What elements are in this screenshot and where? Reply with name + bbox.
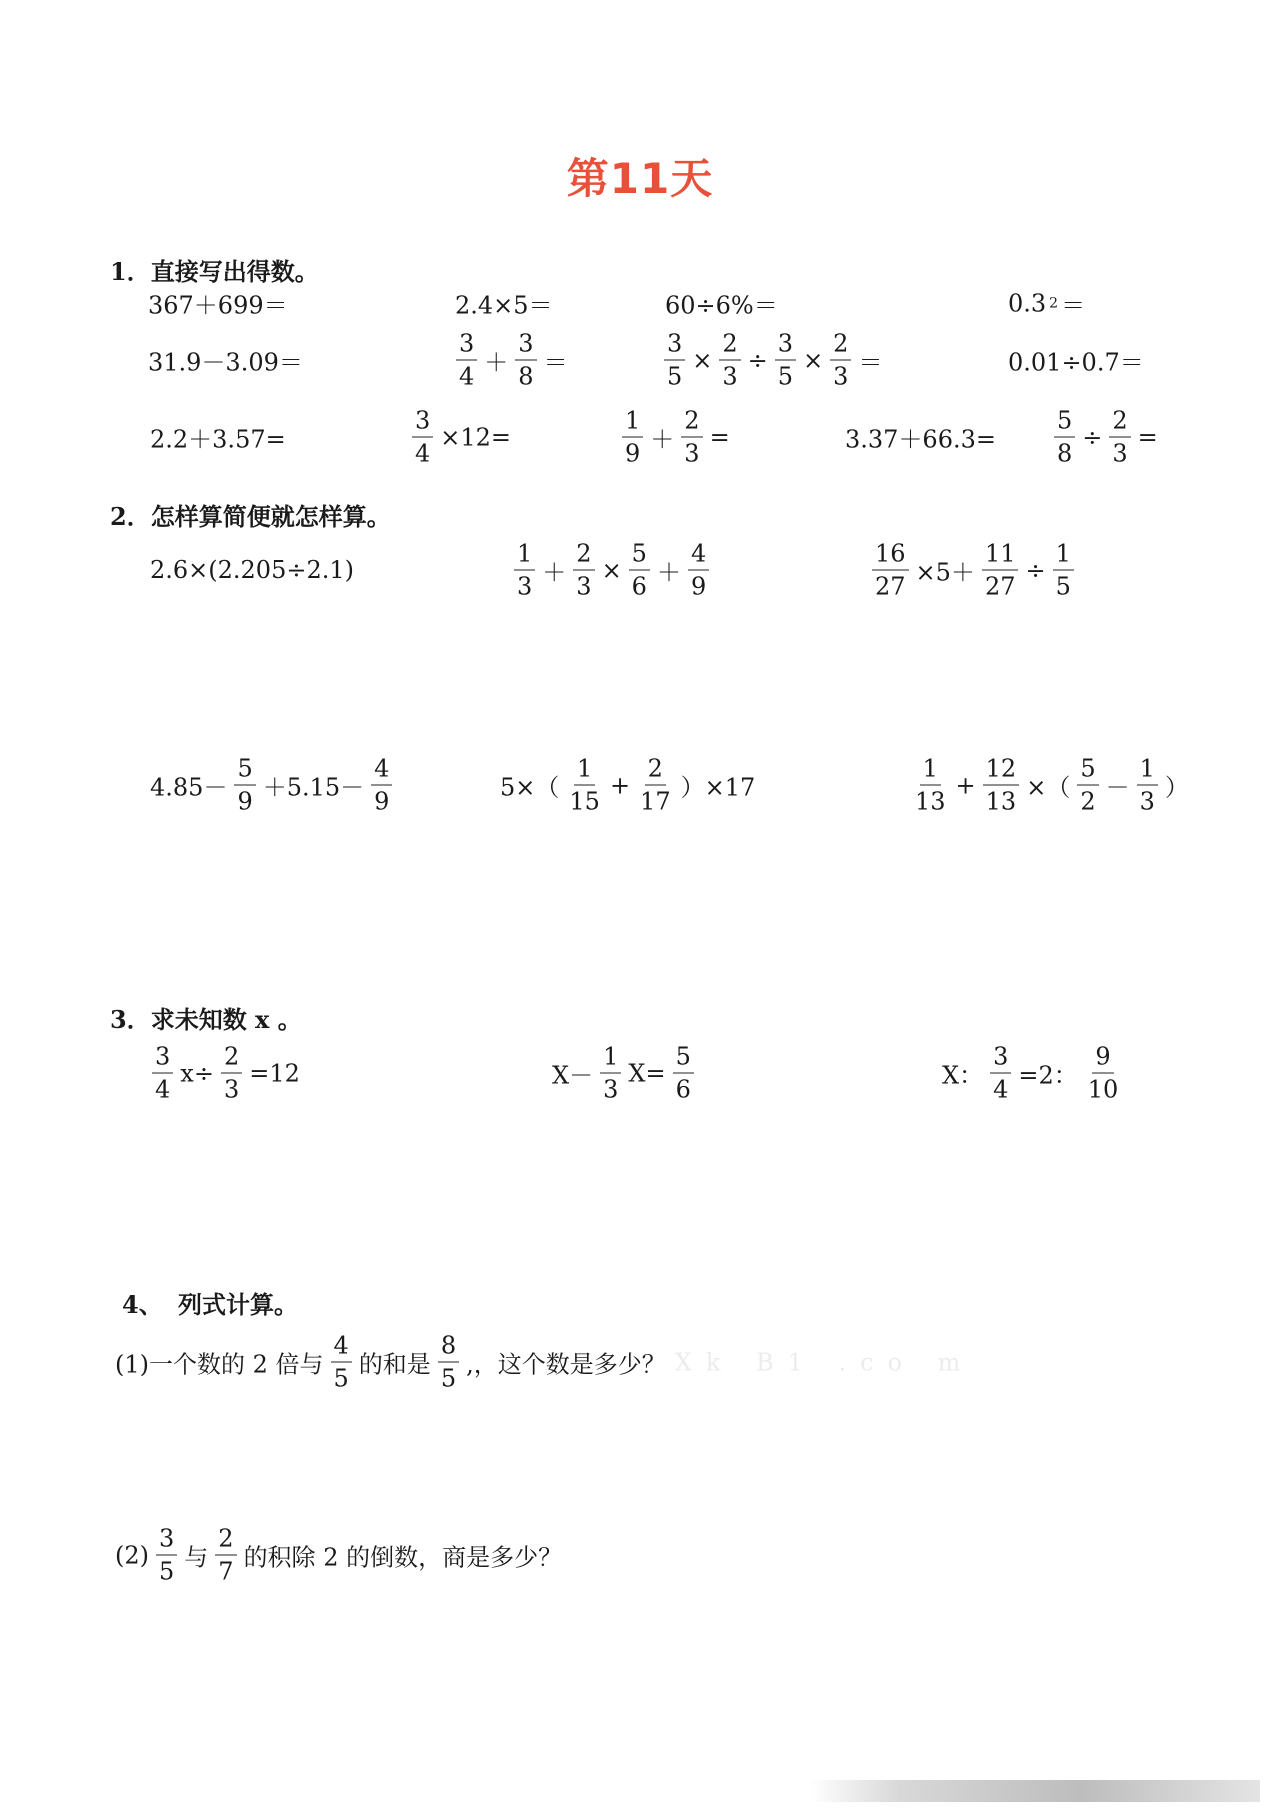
section-4-heading: 列式计算。	[178, 1290, 298, 1319]
fraction	[1053, 539, 1074, 601]
expression-text: ＋	[484, 348, 509, 377]
expression-text: ×12=	[440, 423, 512, 451]
section-2-heading: 2．怎样算简便就怎样算。	[110, 502, 391, 531]
expression	[115, 1524, 563, 1586]
fraction-denominator: 4	[155, 1075, 171, 1104]
expression-text: 2.4×5＝	[455, 291, 553, 320]
fraction	[775, 329, 796, 391]
fraction-numerator: 1	[600, 1045, 621, 1074]
fraction	[990, 1042, 1011, 1104]
fraction-numerator: 4	[688, 542, 709, 571]
expression-text: ＋	[656, 558, 681, 587]
expression-text: ÷	[747, 346, 768, 374]
fraction	[573, 539, 594, 601]
fraction-denominator: 15	[569, 787, 600, 816]
fraction-denominator: 3	[603, 1075, 619, 1104]
fraction-numerator: 1	[920, 757, 941, 786]
expression-text: =	[1137, 423, 1158, 451]
question-text: 的和是	[358, 1350, 431, 1379]
fraction-denominator: 8	[1057, 439, 1073, 468]
expression	[660, 329, 883, 391]
expression	[500, 754, 756, 816]
fraction	[215, 1524, 236, 1586]
expression	[552, 1042, 698, 1104]
expression	[942, 1042, 1125, 1104]
fraction	[514, 539, 535, 601]
fraction	[156, 1524, 177, 1586]
expression-text: 0.3	[1008, 289, 1047, 317]
fraction	[912, 754, 949, 816]
expression	[148, 1042, 300, 1104]
fraction-numerator: 16	[872, 542, 909, 571]
question-text: 与	[184, 1543, 209, 1572]
expression	[115, 1331, 975, 1393]
fraction-numerator: 9	[1092, 1045, 1113, 1074]
fraction-denominator: 6	[631, 572, 647, 601]
fraction-numerator: 2	[573, 542, 594, 571]
fraction	[664, 329, 685, 391]
expression-text: ×	[601, 556, 622, 584]
fraction	[830, 329, 851, 391]
expression-text: ×	[803, 346, 824, 374]
fraction	[719, 329, 740, 391]
fraction	[234, 754, 255, 816]
expression-text: X－	[552, 1061, 594, 1090]
fraction-denominator: 8	[518, 362, 534, 391]
expression-text: +	[955, 771, 976, 799]
expression	[148, 286, 288, 321]
fraction	[412, 406, 433, 468]
fraction-denominator: 4	[459, 362, 475, 391]
expression-text: ×5＋	[915, 558, 975, 587]
expression	[665, 286, 778, 321]
expression	[845, 420, 996, 455]
question-text: 的积除 2 的倒数，商是多少？	[243, 1543, 563, 1572]
fraction-numerator: 1	[514, 542, 535, 571]
expression-text: =	[709, 423, 730, 451]
fraction-denominator: 17	[640, 787, 671, 816]
fraction	[983, 754, 1020, 816]
expression	[868, 539, 1078, 601]
fraction-numerator: 3	[456, 332, 477, 361]
section-3-heading: 3．求未知数 x 。	[110, 1005, 302, 1034]
fraction	[688, 539, 709, 601]
exponent: 2	[1049, 295, 1059, 311]
expression-text: ×（	[1026, 773, 1071, 802]
fraction-numerator: 3	[990, 1045, 1011, 1074]
fraction	[637, 754, 674, 816]
question-text: (1)一个数的 2 倍与	[115, 1350, 324, 1379]
fraction	[331, 1331, 352, 1393]
fraction-denominator: 13	[915, 787, 946, 816]
fraction-denominator: 4	[993, 1075, 1009, 1104]
fraction-denominator: 5	[1055, 572, 1071, 601]
expression	[408, 406, 512, 468]
fraction-denominator: 13	[985, 787, 1017, 816]
fraction	[456, 329, 477, 391]
expression-text: ＝	[1061, 291, 1086, 320]
fraction	[371, 754, 392, 816]
expression-text: x÷	[180, 1059, 214, 1087]
fraction	[629, 539, 650, 601]
fraction-numerator: 5	[629, 542, 650, 571]
fraction-numerator: 4	[331, 1334, 352, 1363]
expression	[455, 286, 553, 321]
fraction-denominator: 5	[440, 1364, 457, 1393]
expression-text: ）×17	[680, 773, 756, 802]
fraction-numerator: 4	[371, 757, 392, 786]
fraction-numerator: 2	[221, 1045, 242, 1074]
fraction	[681, 406, 702, 468]
fraction-denominator: 9	[374, 787, 390, 816]
fraction-denominator: 9	[625, 439, 641, 468]
expression-text: ＝	[543, 348, 568, 377]
expression	[1050, 406, 1158, 468]
expression	[1008, 286, 1085, 321]
fraction-denominator: 9	[690, 572, 707, 601]
expression	[150, 556, 354, 584]
fraction-numerator: 1	[574, 757, 595, 786]
expression-text: ）	[1164, 773, 1189, 802]
fraction	[438, 1331, 459, 1393]
expression	[148, 343, 303, 378]
fraction-numerator: 5	[1077, 757, 1098, 786]
fraction-numerator: 2	[719, 332, 740, 361]
expression-text: ＋	[542, 558, 567, 587]
expression-text: 3.37＋66.3=	[845, 425, 996, 454]
expression-text: －	[1105, 773, 1130, 802]
fraction	[982, 539, 1019, 601]
expression	[150, 754, 396, 816]
fraction-denominator: 27	[875, 572, 906, 601]
expression-text: X=	[628, 1059, 666, 1087]
fraction-denominator: 5	[333, 1364, 349, 1393]
expression	[1008, 343, 1144, 378]
fraction-denominator: 10	[1087, 1075, 1119, 1104]
fraction-numerator: 1	[622, 409, 643, 438]
fraction	[515, 329, 536, 391]
expression-text: =2：	[1018, 1061, 1078, 1090]
watermark-text: Xk B1 .co m	[674, 1348, 975, 1376]
expression-text: ＝	[858, 348, 883, 377]
fraction	[221, 1042, 242, 1104]
fraction-numerator: 2	[681, 409, 702, 438]
fraction-denominator: 3	[1139, 787, 1155, 816]
fraction-denominator: 3	[223, 1075, 240, 1104]
expression-text: 367＋699＝	[148, 291, 288, 320]
fraction-denominator: 5	[159, 1557, 175, 1586]
expression-text: 0.01÷0.7＝	[1008, 348, 1144, 377]
expression	[618, 406, 730, 468]
fraction-numerator: 3	[664, 332, 685, 361]
fraction-numerator: 1	[1053, 542, 1074, 571]
fraction-denominator: 3	[517, 572, 533, 601]
fraction-denominator: 27	[984, 572, 1016, 601]
fraction-numerator: 12	[983, 757, 1020, 786]
expression-text: ＋	[650, 425, 675, 454]
expression-text: ÷	[1082, 423, 1103, 451]
expression-text: ×	[692, 346, 713, 374]
fraction-numerator: 3	[156, 1527, 177, 1556]
fraction	[872, 539, 909, 601]
fraction-denominator: 2	[1080, 787, 1096, 816]
expression-text: 5×（	[500, 773, 560, 802]
expression	[150, 420, 286, 455]
question-text: (2)	[115, 1541, 149, 1569]
fraction	[673, 1042, 694, 1104]
expression-text: ＋5.15－	[262, 773, 365, 802]
fraction-numerator: 5	[1054, 409, 1075, 438]
fraction-numerator: 5	[673, 1045, 694, 1074]
fraction	[1077, 754, 1098, 816]
fraction-numerator: 3	[515, 332, 536, 361]
expression	[908, 754, 1189, 816]
expression-text: =12	[249, 1059, 300, 1087]
fraction-denominator: 6	[675, 1075, 691, 1104]
fraction	[622, 406, 643, 468]
fraction-denominator: 7	[218, 1557, 234, 1586]
fraction-numerator: 2	[215, 1527, 236, 1556]
page-title: 第11天	[566, 154, 714, 203]
expression-text: 60÷6%＝	[665, 291, 778, 320]
fraction-denominator: 9	[237, 787, 253, 816]
expression-text: +	[609, 771, 631, 799]
expression-text: ÷	[1025, 556, 1046, 584]
fraction-numerator: 3	[152, 1045, 173, 1074]
fraction	[566, 754, 603, 816]
fraction	[152, 1042, 173, 1104]
fraction	[1054, 406, 1075, 468]
fraction-denominator: 5	[667, 362, 683, 391]
fraction-denominator: 5	[777, 362, 794, 391]
question-text: ,，这个数是多少？	[466, 1350, 666, 1379]
expression-text: 4.85－	[150, 773, 228, 802]
expression-text: X：	[942, 1061, 984, 1090]
fraction	[1109, 406, 1130, 468]
expression-text: 2.2＋3.57=	[150, 425, 286, 454]
fraction	[600, 1042, 621, 1104]
scroll-indicator-bar	[810, 1780, 1260, 1802]
expression	[510, 539, 713, 601]
fraction-denominator: 3	[1112, 439, 1128, 468]
fraction-denominator: 3	[684, 439, 700, 468]
section-4-number: 4、	[122, 1290, 163, 1319]
section-1-heading: 1．直接写出得数。	[110, 257, 319, 286]
fraction-denominator: 3	[722, 362, 738, 391]
fraction	[1137, 754, 1158, 816]
fraction-denominator: 3	[576, 572, 592, 601]
fraction-numerator: 5	[234, 757, 255, 786]
fraction-numerator: 2	[645, 757, 666, 786]
expression	[452, 329, 568, 391]
fraction-denominator: 4	[415, 439, 431, 468]
fraction-numerator: 2	[830, 332, 851, 361]
fraction	[1085, 1042, 1122, 1104]
fraction-numerator: 1	[1137, 757, 1158, 786]
fraction-numerator: 8	[438, 1334, 459, 1363]
fraction-denominator: 3	[833, 362, 849, 391]
fraction-numerator: 3	[412, 409, 433, 438]
fraction-numerator: 3	[775, 332, 796, 361]
fraction-numerator: 2	[1109, 409, 1130, 438]
expression-text: 31.9－3.09＝	[148, 348, 303, 377]
expression-text: 2.6×(2.205÷2.1)	[150, 556, 354, 584]
fraction-numerator: 11	[982, 542, 1019, 571]
